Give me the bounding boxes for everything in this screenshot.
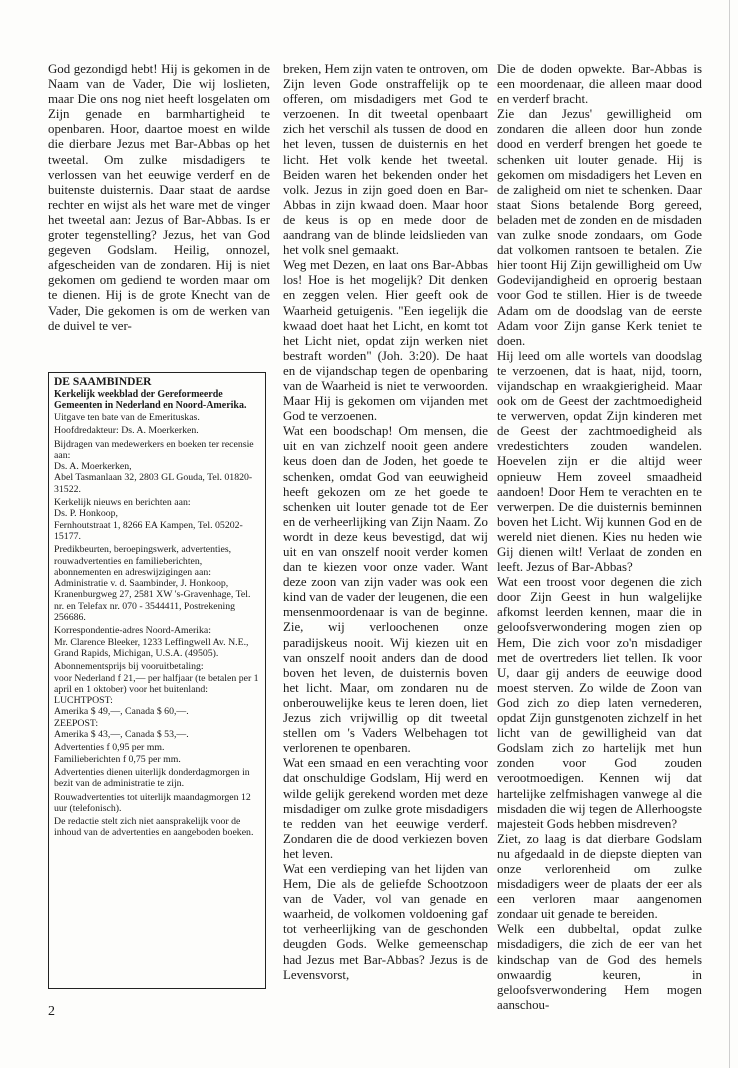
colophon-news [54,497,261,542]
col3-paragraph: Wat een troost voor degenen die zich door Zijn Geest in hun walgelijke afkomst leerden kennen, maar die in geloofsverwondering mogen zien op Hem, Die zich voor zo'n misdadiger met de overtreders liet tellen. Ik voor U, daar gij anders de eeuwige dood moest sterven. Zo wilde de Zoon van God zich zo diep laten vernederen, opdat Zijn gunstgenoten zichzelf in het licht van de gewilligheid van dat Godslam zich zo hartelijk met hun zonden voor God zouden verootmoedigen. Kennen wij dat hartelijke zelfmishagen vanwege al die misdaden die wij tegen de Allerhoogste majesteit Gods hebben misdreven? [497,575,702,831]
page-number: 2 [48,1004,55,1019]
colophon-administration: Predikbeurten, beroepingswerk, advertenties, rouwadvertenties en familieberichten, abonnementen en adreswijzigingen aan: Administratie v. d. Saambinder, J. Honkoop, Kranenburgweg 27, 2581 XW 's-Gravenhage, Tel. nr. en Telefax nr. 070 - 3544411, Postrekening 256686. [54,544,251,624]
subscription-nl: voor Nederland f 21,— per halfjaar (te betalen per 1 april en 1 oktober) voor het buitenland: [54,672,259,695]
col2-paragraph: Wat een verdieping van het lijden van Hem, Die als de geliefde Schootzoon van de Vader, vol van genade en waarheid, de volkomen voldoening gaf tot verheerlijking van de geschonden deugden Gods. Welke gemeenschap had Jezus met Bar-Abbas? Jezus is de Levensvorst, [283,861,488,982]
col2-paragraph: Weg met Dezen, en laat ons Bar-Abbas los! Hoe is het mogelijk? Dit denken en zeggen velen. Hier geeft ook de Waarheid getuigenis. "Een iegelijk die kwaad doet haat het Licht, en komt tot het Licht niet, opdat zijn werken niet bestraft worden" (Joh. 3:20). De haat en de vijandschap tegen de openbaring van de Waarheid is niet te verwoorden. Maar Hij is gekomen om vijanden met God te verzoenen. [283,258,488,424]
zeepost-prices: Amerika $ 43,—, Canada $ 53,—. [54,729,189,741]
colophon-ad-prices [54,742,261,765]
column-3 [497,62,702,1013]
colophon-correspondence [54,625,261,659]
contributions-name: Ds. A. Moerkerken, [54,461,132,473]
subscription-heading: Abonnementsprijs bij vooruitbetaling: [54,661,204,673]
col2-paragraph: Wat een smaad en een verachting voor dat onschuldige Godslam, Hij werd en wilde gelijk gerekend worden met deze misdadiger om zulke grote misdadigers te redden van het eeuwige verderf. Zondaren die de dood verkiezen boven het leven. [283,756,488,861]
news-address: Fernhoutstraat 1, 8266 EA Kampen, Tel. 05202-15177. [54,519,243,542]
contributions-address: Abel Tasmanlaan 32, 2803 GL Gouda, Tel. 01820-31522. [54,472,253,495]
colophon-ads-deadline: Advertenties dienen uiterlijk donderdagmorgen in bezit van de administratie te zijn. [54,766,250,790]
col2-paragraph: breken, Hem zijn vaten te ontroven, om Zijn leven Gode onstraffelijk op te offeren, om misdadigers met God te verzoenen. In dit tweetal openbaart zich het verschil als tussen de dood en het leven, tussen de duisternis en het licht. Het volk kende het tweetal. Beiden waren het bekenden onder het volk. Jezus in zijn goed doen en Bar-Abbas in zijn kwaad doen. Maar hoor de keus is op en mede door de aandrang van de blinde leidslieden van het volk snel gemaakt. [283,62,488,258]
colophon-box [48,372,266,989]
colophon-rouw-deadline: Rouwadvertenties tot uiterlijk maandagmorgen 12 uur (telefonisch). [54,791,251,814]
zeepost-label: ZEEPOST: [54,717,99,729]
colophon-contributions [54,439,261,495]
colophon-editor: Hoofdredakteur: Ds. A. Moerkerken. [54,425,199,437]
colophon-disclaimer: De redactie stelt zich niet aansprakelijk voor de inhoud van de advertenties en aangeboden boeken. [54,816,254,839]
col3-paragraph: Hij leed om alle wortels van doodslag te verzoenen, dat is haat, nijd, toorn, vijandschap en wraakgierigheid. Maar ook om de Geest der zachtmoedigheid te verwerven, opdat Zijn kinderen met de Geest der zachtmoedigheid als vredestichters zouden wandelen. Hoevelen zijn er die altijd weer opnieuw Hem zoveel smaadheid aandoen! Door Hem te verachten en te verwerpen. De die duisternis beminnen boven het Licht. Wij kunnen God en de wereld niet dienen. Kies nu heden wie Gij dienen wilt! Verlaat de zonden en leeft. Jezus of Bar-Abbas? [497,348,702,575]
correspondence-address: Mr. Clarence Bleeker, 1233 Leffingwell Av. N.E., Grand Rapids, Michigan, U.S.A. (49505). [54,636,249,659]
luchtpost-label: LUCHTPOST: [54,695,113,707]
column-1 [48,62,270,334]
colophon-subscription [54,661,261,740]
col2-paragraph: Wat een boodschap! Om mensen, die uit en van zichzelf nooit geen andere keus doen dan de Joden, het goede te schenken, omdat God van eeuwigheid heeft gekozen om ze het goede te schenken uit louter genade tot de Eer en de verheerlijking van Zijn Naam. Zo wordt in deze keus bevestigd, dat wij uit en van onszelf nooit verder komen dan te kiezen voor onze vader. Want deze zoon van zijn vader was ook een kind van de vader der leugenen, die een mensenmoordenaar is van de beginne. Zie, wij verloochenen onze paradijskeus nooit. Wij kiezen uit en van onszelf nooit anders dan de dood boven het leven, de duisternis boven het licht. Maar, om zondaren nu de onberouwelijke keus te leren doen, liet Jezus zich vrijwillig op dit tweetal stellen om 's Vaders Welbehagen tot verlorenen te openbaren. [283,424,488,756]
col3-paragraph: Zie dan Jezus' gewilligheid om zondaren die alleen door hun zonde dood en verderf brengen het goede te schenken uit louter genade. Hij is gekomen om misdadigers het Leven en de zaligheid om niet te schenken. Daar staat Sions betalende Borg gereed, beladen met de zonden en de misdaden van zulke snode zondaars, om Gode dat volkomen rantsoen te betalen. Zie hier toont Hij Zijn gewilligheid om Uw Godevijandigheid en oproerig bestaan voor God te stillen. Hier is de tweede Adam om de doodslag van de eerste Adam voor Zijn ganse Kerk teniet te doen. [497,107,702,348]
column-2 [283,62,488,983]
news-name: Ds. P. Honkoop, [54,508,118,520]
colophon-subtitle: Kerkelijk weekblad der Gereformeerde Gemeenten in Nederland en Noord-Amerika. [54,389,247,411]
ads-price: Advertenties f 0,95 per mm. [54,742,165,754]
col3-paragraph: Welk een dubbeltal, opdat zulke misdadigers, die zich de eer van het kindschap van de God des hemels onwaardig keuren, in geloofsverwondering Hem mogen aanschou- [497,922,702,1012]
colophon-publisher: Uitgave ten bate van de Emerituskas. [54,412,200,423]
column-1-text: God gezondigd hebt! Hij is gekomen in de Naam van de Vader, Die wij loslieten, maar Die ons nog niet heeft losgelaten om Zijn genade en barmhartigheid te openbaren. Hoor, daartoe moest en wilde die dierbare Jezus met Bar-Abbas op het tweetal. Om zulke misdadigers te verlossen van het eeuwige verderf en de buitenste duisternis. Daar staat de aardse rechter en wijst als het ware met de vinger het tweetal aan: Jezus of Bar-Abbas. Is er groter tegenstelling? Jezus, het van God gegeven Godslam. Heilig, onnozel, afgescheiden van de zondaren. Hij is niet gekomen om gediend te worden maar om te dienen. Hij is de grote Knecht van de Vader, Die gekomen is om de werken van de duivel te ver- [48,62,270,333]
luchtpost-prices: Amerika $ 49,—, Canada $ 60,—. [54,706,189,718]
family-price: Familieberichten f 0,75 per mm. [54,753,181,765]
col3-paragraph: Ziet, zo laag is dat dierbare Godslam nu afgedaald in de diepste diepten van onze verlorenheid om zulke misdadigers weer de plaats der eer als een verloren maar aangenomen zondaar uit genade te bereiden. [497,831,702,922]
correspondence-heading: Korrespondentie-adres Noord-Amerika: [54,625,211,637]
page-edge [729,0,730,1068]
contributions-heading: Bijdragen van medewerkers en boeken ter recensie aan: [54,438,254,461]
news-heading: Kerkelijk nieuws en berichten aan: [54,497,191,509]
colophon-title: DE SAAMBINDER [54,376,152,388]
col3-paragraph: Die de doden opwekte. Bar-Abbas is een moordenaar, die alleen maar dood en verderf bracht. [497,62,702,107]
